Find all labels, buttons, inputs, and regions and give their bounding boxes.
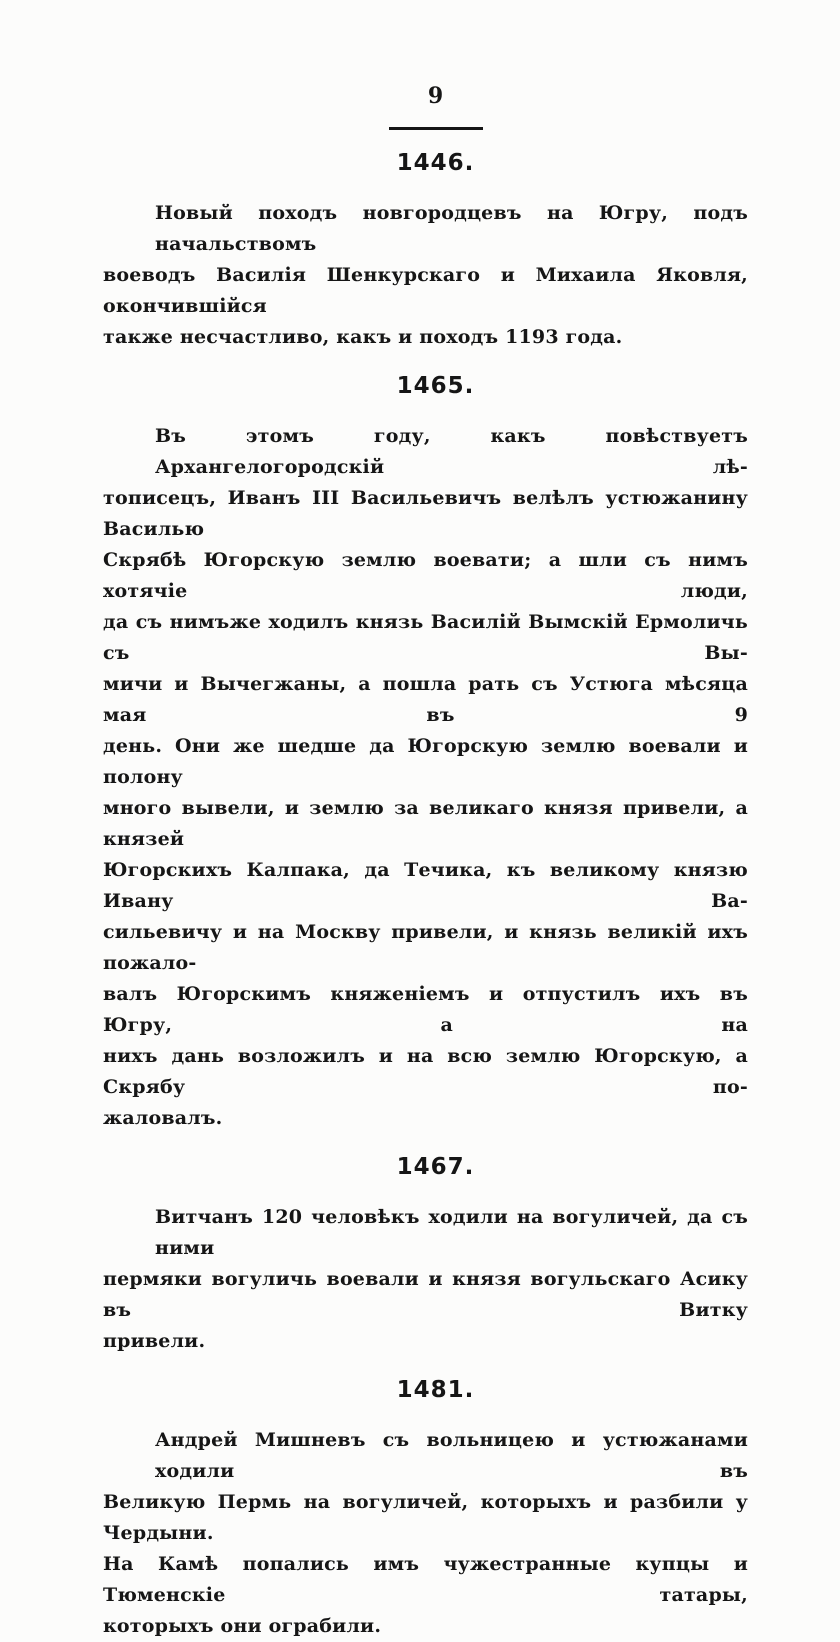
text-line: привели. xyxy=(103,1330,206,1352)
text-line: Новый походъ новгородцевъ на Югру, подъ начальствомъ xyxy=(155,202,748,255)
text-line: Югорскихъ Калпака, да Течика, къ великому князю Ивану Ва- xyxy=(103,859,748,912)
chronicle-sections xyxy=(103,150,748,1642)
text-line: да съ нимъже ходилъ князь Василій Вымскій Ермоличь съ Вы- xyxy=(103,611,748,664)
year-heading: 1465. xyxy=(396,373,475,399)
text-line: также несчастливо, какъ и походъ 1193 года. xyxy=(103,326,623,348)
chronicle-section xyxy=(103,1154,748,1357)
text-line: Великую Пермь на вогуличей, которыхъ и разбили у Чердыни. xyxy=(103,1491,748,1544)
text-line: валъ Югорскимъ княженіемъ и отпустилъ ихъ въ Югру, а на xyxy=(103,983,748,1036)
text-line: мичи и Вычегжаны, а пошла рать съ Устюга мѣсяца мая въ 9 xyxy=(103,673,748,726)
text-line: Витчанъ 120 человѣкъ ходили на вогуличей, да съ ними xyxy=(155,1206,748,1259)
year-heading: 1467. xyxy=(396,1154,475,1180)
text-line: которыхъ они ограбили. xyxy=(103,1615,382,1637)
year-heading: 1446. xyxy=(396,150,475,176)
chronicle-section xyxy=(103,150,748,353)
chronicle-section xyxy=(103,373,748,1134)
text-line: На Камѣ попались имъ чужестранные купцы и Тюменскіе татары, xyxy=(103,1553,748,1606)
text-column xyxy=(103,0,748,1642)
chronicle-section xyxy=(103,1377,748,1642)
text-line: нихъ дань возложилъ и на всю землю Югорскую, а Скрябу по- xyxy=(103,1045,748,1098)
text-line: Андрей Мишневъ съ вольницею и устюжанами ходили въ xyxy=(155,1429,748,1482)
page-number: 9 xyxy=(427,83,444,109)
text-line: много вывели, и землю за великаго князя привели, а князей xyxy=(103,797,748,850)
text-line: тописецъ, Иванъ III Васильевичъ велѣлъ устюжанину Василью xyxy=(103,487,748,540)
text-line: Въ этомъ году, какъ повѣствуетъ Архангелогородскій лѣ- xyxy=(155,425,748,478)
text-line: пермяки вогуличь воевали и князя вогульскаго Асику въ Витку xyxy=(103,1268,748,1321)
paragraph xyxy=(103,1425,748,1642)
paragraph xyxy=(103,421,748,1134)
paragraph xyxy=(103,198,748,353)
text-line: день. Они же шедше да Югорскую землю воевали и полону xyxy=(103,735,748,788)
text-line: сильевичу и на Москву привели, и князь великій ихъ пожало- xyxy=(103,921,748,974)
year-heading: 1481. xyxy=(396,1377,475,1403)
text-line: Скрябѣ Югорскую землю воевати; а шли съ нимъ хотячіе люди, xyxy=(103,549,748,602)
text-line: жаловалъ. xyxy=(103,1107,223,1129)
paragraph xyxy=(103,1202,748,1357)
divider-rule xyxy=(389,127,483,130)
text-line: воеводъ Василія Шенкурскаго и Михаила Яковля, окончившійся xyxy=(103,264,748,317)
